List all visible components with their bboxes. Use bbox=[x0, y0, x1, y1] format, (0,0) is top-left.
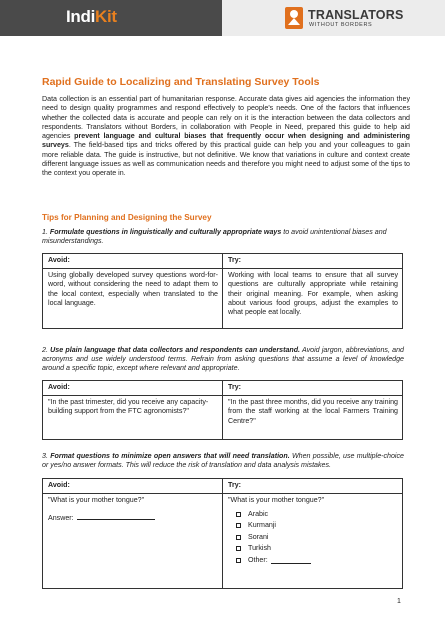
twb-logo-subtext: WITHOUT BORDERS bbox=[309, 22, 373, 28]
tip-2-table bbox=[42, 380, 403, 440]
answer-row bbox=[48, 513, 218, 523]
answer-label: Answer: bbox=[48, 514, 74, 523]
try-label: Try: bbox=[223, 381, 403, 396]
avoid-text: "In the past trimester, did you receive any capacity-building support from the FTC agronomists?" bbox=[43, 396, 223, 440]
section-heading: Tips for Planning and Designing the Survey bbox=[42, 213, 212, 222]
try-label: Try: bbox=[223, 254, 403, 269]
avoid-label: Avoid: bbox=[43, 254, 223, 269]
translators-without-borders-emblem-icon bbox=[282, 5, 306, 31]
avoid-label: Avoid: bbox=[43, 479, 223, 494]
avoid-question: "What is your mother tongue?" bbox=[48, 496, 145, 505]
try-example bbox=[223, 494, 403, 589]
indikit-logo: IndiKit bbox=[66, 7, 117, 26]
option-turkish: Turkish bbox=[236, 543, 398, 555]
try-question: "What is your mother tongue?" bbox=[228, 496, 325, 505]
option-arabic: Arabic bbox=[236, 508, 398, 520]
option-sorani: Sorani bbox=[236, 532, 398, 544]
indikit-banner bbox=[0, 0, 222, 36]
try-label: Try: bbox=[223, 479, 403, 494]
other-blank-line bbox=[271, 557, 311, 564]
tip-3-question: 3. Format questions to minimize open answers that will need translation. When possible, use multiple-choice or yes/no answer formats. This will reduce the risk of translation and data analysis mistakes. bbox=[42, 452, 405, 470]
tip-2-question: 2. Use plain language that data collectors and respondents can understand. Avoid jargon, abbreviations, and acronyms and use widely understood terms. Refrain from asking questions that assume a level of knowledge around a specific topic, except where relevant and appropriate. bbox=[42, 346, 404, 373]
twb-banner bbox=[222, 0, 445, 36]
tip-1-table bbox=[42, 253, 403, 329]
intro-paragraph: Data collection is an essential part of humanitarian response. Accurate data gives aid agencies the information they need to design quality programmes and respond effectively to people's needs. One of the factors that influences whether the collected data is accurate and people can rely on it is the interaction between the data collectors and respondents. Translators without Borders, in collaboration with People in Need, prepared this guide to help aid agencies prevent language and cultural biases that frequently occur when designing and administering surveys. The field-based tips and tricks offered by this practical guide can help you and your colleagues to gain more reliable data. The guide is instructive, but not definitive. We know that variations in culture and context create different language issues as well as communication needs and therefore you might need to adjust some of the tips to the context you operate in. bbox=[42, 95, 411, 178]
avoid-text: Using globally developed survey questions word-for-word, without considering the need to adapt them to the local context, especially when translated to the local language. bbox=[43, 269, 223, 329]
twb-logo-text: TRANSLATORS bbox=[308, 8, 404, 22]
checkbox-icon bbox=[236, 558, 241, 563]
language-option-list bbox=[228, 508, 398, 566]
checkbox-icon bbox=[236, 512, 241, 517]
tip-3-table bbox=[42, 478, 403, 589]
page-header bbox=[0, 0, 445, 36]
avoid-label: Avoid: bbox=[43, 381, 223, 396]
option-kurmanji: Kurmanji bbox=[236, 520, 398, 532]
avoid-example bbox=[43, 494, 223, 589]
checkbox-icon bbox=[236, 546, 241, 551]
try-text: Working with local teams to ensure that all survey questions are culturally appropriate while retaining their original meaning. For example, when asking about various food groups, adjust the examples to what people eat locally. bbox=[223, 269, 403, 329]
try-text: "In the past three months, did you receive any training from the staff working at the local Farmers Training Centre?" bbox=[223, 396, 403, 440]
page-title: Rapid Guide to Localizing and Translating Survey Tools bbox=[42, 76, 320, 88]
page-number: 1 bbox=[397, 598, 401, 605]
checkbox-icon bbox=[236, 535, 241, 540]
checkbox-icon bbox=[236, 523, 241, 528]
answer-blank-line bbox=[77, 513, 155, 520]
tip-1-question: 1. Formulate questions in linguistically and culturally appropriate ways to avoid unintentional biases and misunderstandings. bbox=[42, 228, 387, 246]
option-other: Other: bbox=[236, 555, 398, 567]
